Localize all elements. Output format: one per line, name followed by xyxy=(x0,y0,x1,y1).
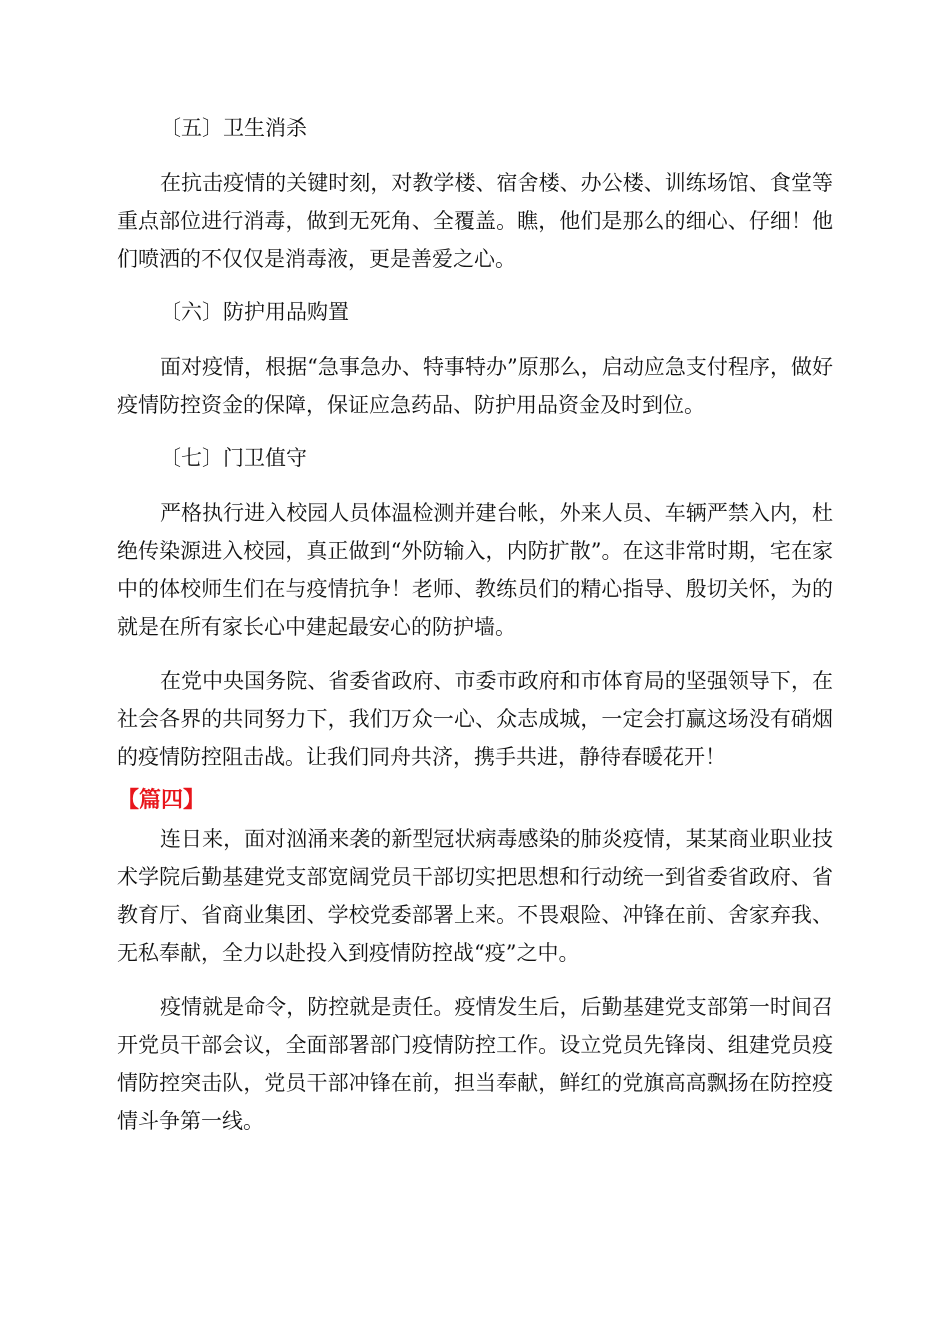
document-page xyxy=(117,110,833,1140)
section-title-part-four: 【篇四】 xyxy=(117,788,206,813)
paragraph-gate-guard: 严格执行进入校园人员体温检测并建台帐，外来人员、车辆严禁入内，杜绝传染源进入校园，真正做到“外防输入，内防扩散”。在这非常时期，宅在家中的体校师生们在与疫情抗争！老师、教练员们的精心指导、殷切关怀，为的就是在所有家长心中建起最安心的防护墙。 xyxy=(117,501,833,639)
subheading-sanitation: 〔五〕卫生消杀 xyxy=(160,116,307,140)
subheading-gate-guard: 〔七〕门卫值守 xyxy=(160,446,307,470)
paragraph-sanitation: 在抗击疫情的关键时刻，对教学楼、宿舍楼、办公楼、训练场馆、食堂等重点部位进行消毒，做到无死角、全覆盖。瞧，他们是那么的细心、仔细！他们喷洒的不仅仅是消毒液，更是善爱之心。 xyxy=(117,171,833,271)
paragraph-conclusion: 在党中央国务院、省委省政府、市委市政府和市体育局的坚强领导下，在社会各界的共同努力下，我们万众一心、众志成城，一定会打赢这场没有硝烟的疫情防控阻击战。让我们同舟共济，携手共进，静待春暖花开！ xyxy=(117,669,833,769)
paragraph-protective-supplies: 面对疫情，根据“急事急办、特事特办”原那么，启动应急支付程序，做好疫情防控资金的保障，保证应急药品、防护用品资金及时到位。 xyxy=(117,355,833,417)
subheading-protective-supplies: 〔六〕防护用品购置 xyxy=(160,300,349,324)
paragraph-part-four-intro: 连日来，面对汹涌来袭的新型冠状病毒感染的肺炎疫情，某某商业职业技术学院后勤基建党支部宽阔党员干部切实把思想和行动统一到省委省政府、省教育厅、省商业集团、学校党委部署上来。不畏艰险、冲锋在前、舍家弃我、无私奉献，全力以赴投入到疫情防控战“疫”之中。 xyxy=(117,827,833,965)
paragraph-part-four-command: 疫情就是命令，防控就是责任。疫情发生后，后勤基建党支部第一时间召开党员干部会议，全面部署部门疫情防控工作。设立党员先锋岗、组建党员疫情防控突击队，党员干部冲锋在前，担当奉献，鲜红的党旗高高飘扬在防控疫情斗争第一线。 xyxy=(117,995,833,1133)
